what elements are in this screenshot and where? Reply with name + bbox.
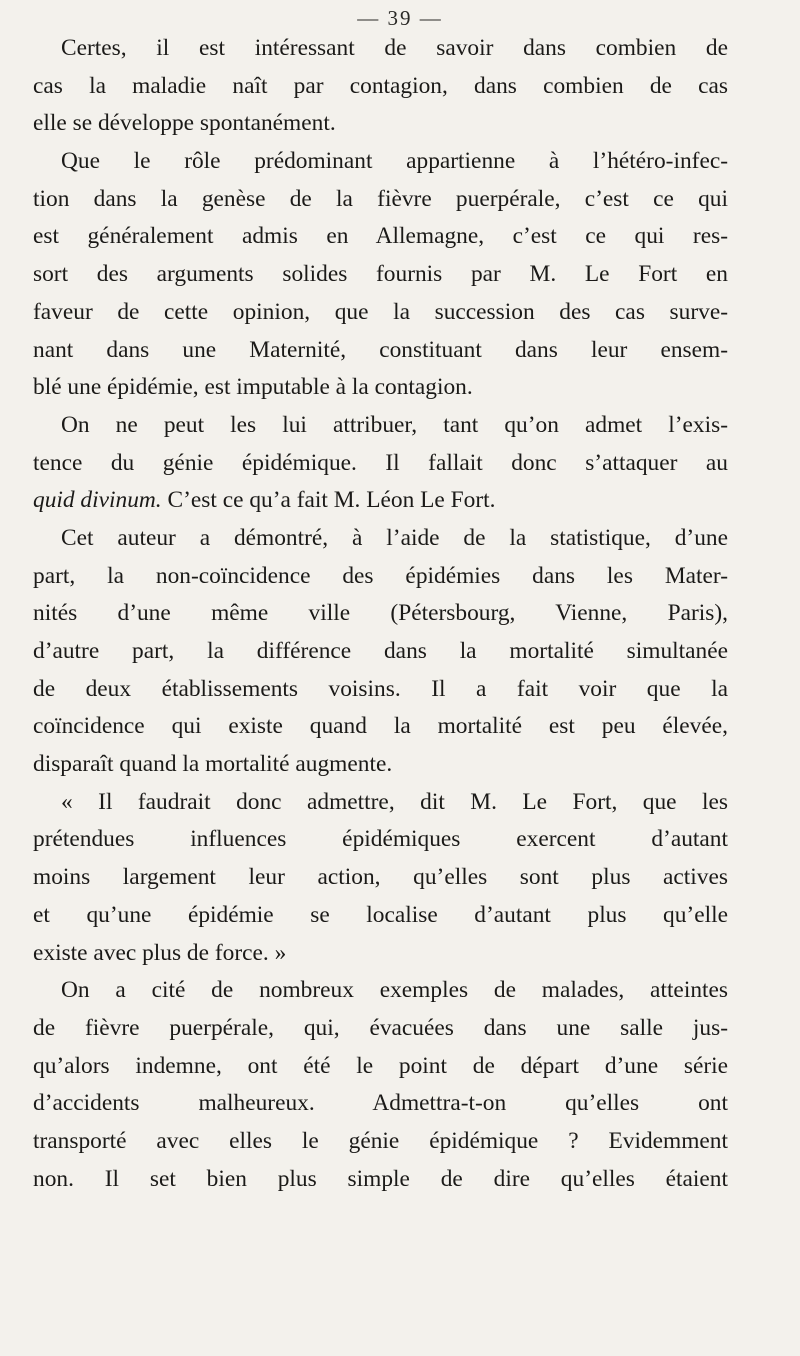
text-line: existe avec plus de force. »: [33, 939, 287, 966]
text-line: transporté avec elles le génie épidémique ? Evidemment: [33, 1127, 728, 1154]
text-line: de deux établissements voisins. Il a fait voir que la: [33, 675, 728, 702]
text-line: On a cité de nombreux exemples de malades, atteintes: [61, 977, 728, 1004]
text-line: tion dans la genèse de la fièvre puerpérale, c’est ce qui: [33, 185, 728, 212]
text-line: est généralement admis en Allemagne, c’est ce qui res-: [33, 223, 728, 250]
text-line: sort des arguments solides fournis par M. Le Fort en: [33, 261, 728, 288]
text-line: de fièvre puerpérale, qui, évacuées dans une salle jus-: [33, 1014, 728, 1041]
text-line: coïncidence qui existe quand la mortalité est peu élevée,: [33, 713, 728, 740]
text-line: non. Il set bien plus simple de dire qu’elles étaient: [33, 1165, 728, 1192]
text-line: On ne peut les lui attribuer, tant qu’on admet l’exis-: [61, 411, 728, 438]
text-line: moins largement leur action, qu’elles sont plus actives: [33, 864, 728, 891]
text-line: cas la maladie naît par contagion, dans combien de cas: [33, 72, 728, 99]
text-line: disparaît quand la mortalité augmente.: [33, 751, 393, 778]
page-number: — 39 —: [357, 6, 443, 30]
text-line: faveur de cette opinion, que la succession des cas surve-: [33, 298, 728, 325]
text-line: « Il faudrait donc admettre, dit M. Le Fort, que les: [61, 788, 728, 815]
text-line: part, la non-coïncidence des épidémies dans les Mater-: [33, 562, 728, 589]
text-line: nités d’une même ville (Pétersbourg, Vienne, Paris),: [33, 600, 728, 627]
text-line: d’autre part, la différence dans la mortalité simultanée: [33, 638, 728, 664]
text-line: [33, 482, 728, 520]
italic-phrase: quid divinum.: [33, 487, 162, 514]
text-line: qu’alors indemne, ont été le point de départ d’une série: [33, 1052, 728, 1079]
text-line: elle se développe spontanément.: [33, 110, 336, 137]
text-line: prétendues influences épidémiques exercent d’autant: [33, 826, 728, 853]
text-line: blé une épidémie, est imputable à la contagion.: [33, 374, 473, 401]
text-line: Certes, il est intéressant de savoir dans combien de: [61, 35, 728, 61]
body-text: [33, 30, 728, 1198]
text-line: nant dans une Maternité, constituant dans leur ensem-: [33, 336, 728, 363]
text-line: Que le rôle prédominant appartienne à l’hétéro-infec-: [61, 148, 728, 175]
text-line: d’accidents malheureux. Admettra-t-on qu’elles ont: [33, 1090, 728, 1117]
text-line: tence du génie épidémique. Il fallait donc s’attaquer au: [33, 449, 728, 476]
text-line: et qu’une épidémie se localise d’autant plus qu’elle: [33, 901, 728, 928]
text-line: Cet auteur a démontré, à l’aide de la statistique, d’une: [61, 524, 728, 551]
line-text: C’est ce qu’a fait M. Léon Le Fort.: [161, 487, 496, 514]
